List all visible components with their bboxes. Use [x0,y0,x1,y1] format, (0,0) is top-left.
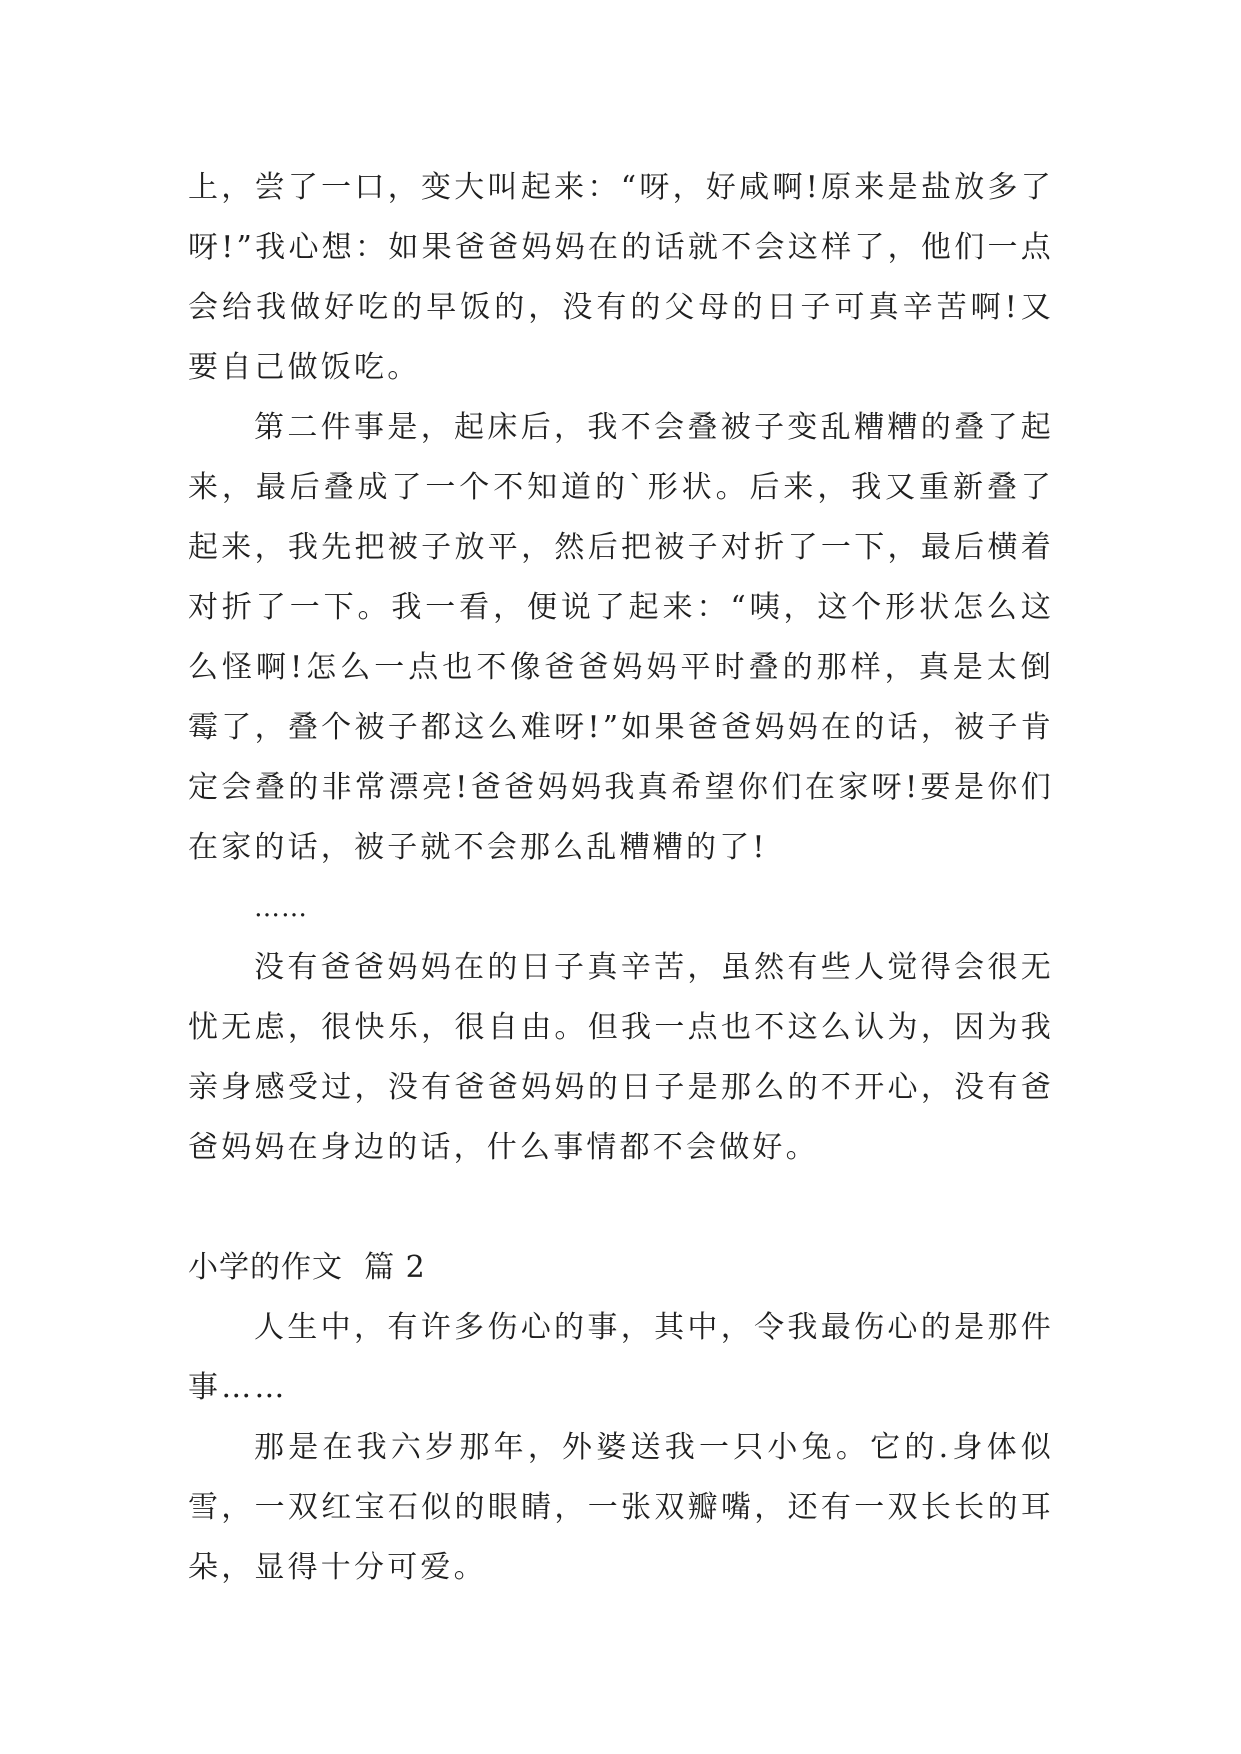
section-heading: 小学的作文 篇 2 [188,1250,426,1285]
paragraph-intro: 人生中，有许多伤心的事，其中，令我最伤心的是那件事…… [188,1310,1054,1405]
section-spacer [188,1178,1054,1238]
paragraph-conclusion: 没有爸爸妈妈在的日子真辛苦，虽然有些人觉得会很无忧无虑，很快乐，很自由。但我一点也不这么认为，因为我亲身感受过，没有爸爸妈妈的日子是那么的不开心，没有爸爸妈妈在身边的话，什么事情都不会做好。 [188,950,1054,1165]
paragraph-continued: 上，尝了一口，变大叫起来：“呀，好咸啊!原来是盐放多了呀!”我心想：如果爸爸妈妈在的话就不会这样了，他们一点会给我做好吃的早饭的，没有的父母的日子可真辛苦啊!又要自己做饭吃。 [188,170,1054,385]
ellipsis-line: …… [254,893,308,923]
document-body [188,158,1054,1598]
paragraph-rabbit: 那是在我六岁那年，外婆送我一只小兔。它的.身体似雪，一双红宝石似的眼睛，一张双瓣嘴，还有一双长长的耳朵，显得十分可爱。 [188,1430,1054,1585]
paragraph-second-event: 第二件事是，起床后，我不会叠被子变乱糟糟的叠了起来，最后叠成了一个不知道的`形状。后来，我又重新叠了起来，我先把被子放平，然后把被子对折了一下，最后横着对折了一下。我一看，便说了起来：“咦，这个形状怎么这么怪啊!怎么一点也不像爸爸妈妈平时叠的那样，真是太倒霉了，叠个被子都这么难呀!”如果爸爸妈妈在的话，被子肯定会叠的非常漂亮!爸爸妈妈我真希望你们在家呀!要是你们在家的话，被子就不会那么乱糟糟的了! [188,410,1054,865]
